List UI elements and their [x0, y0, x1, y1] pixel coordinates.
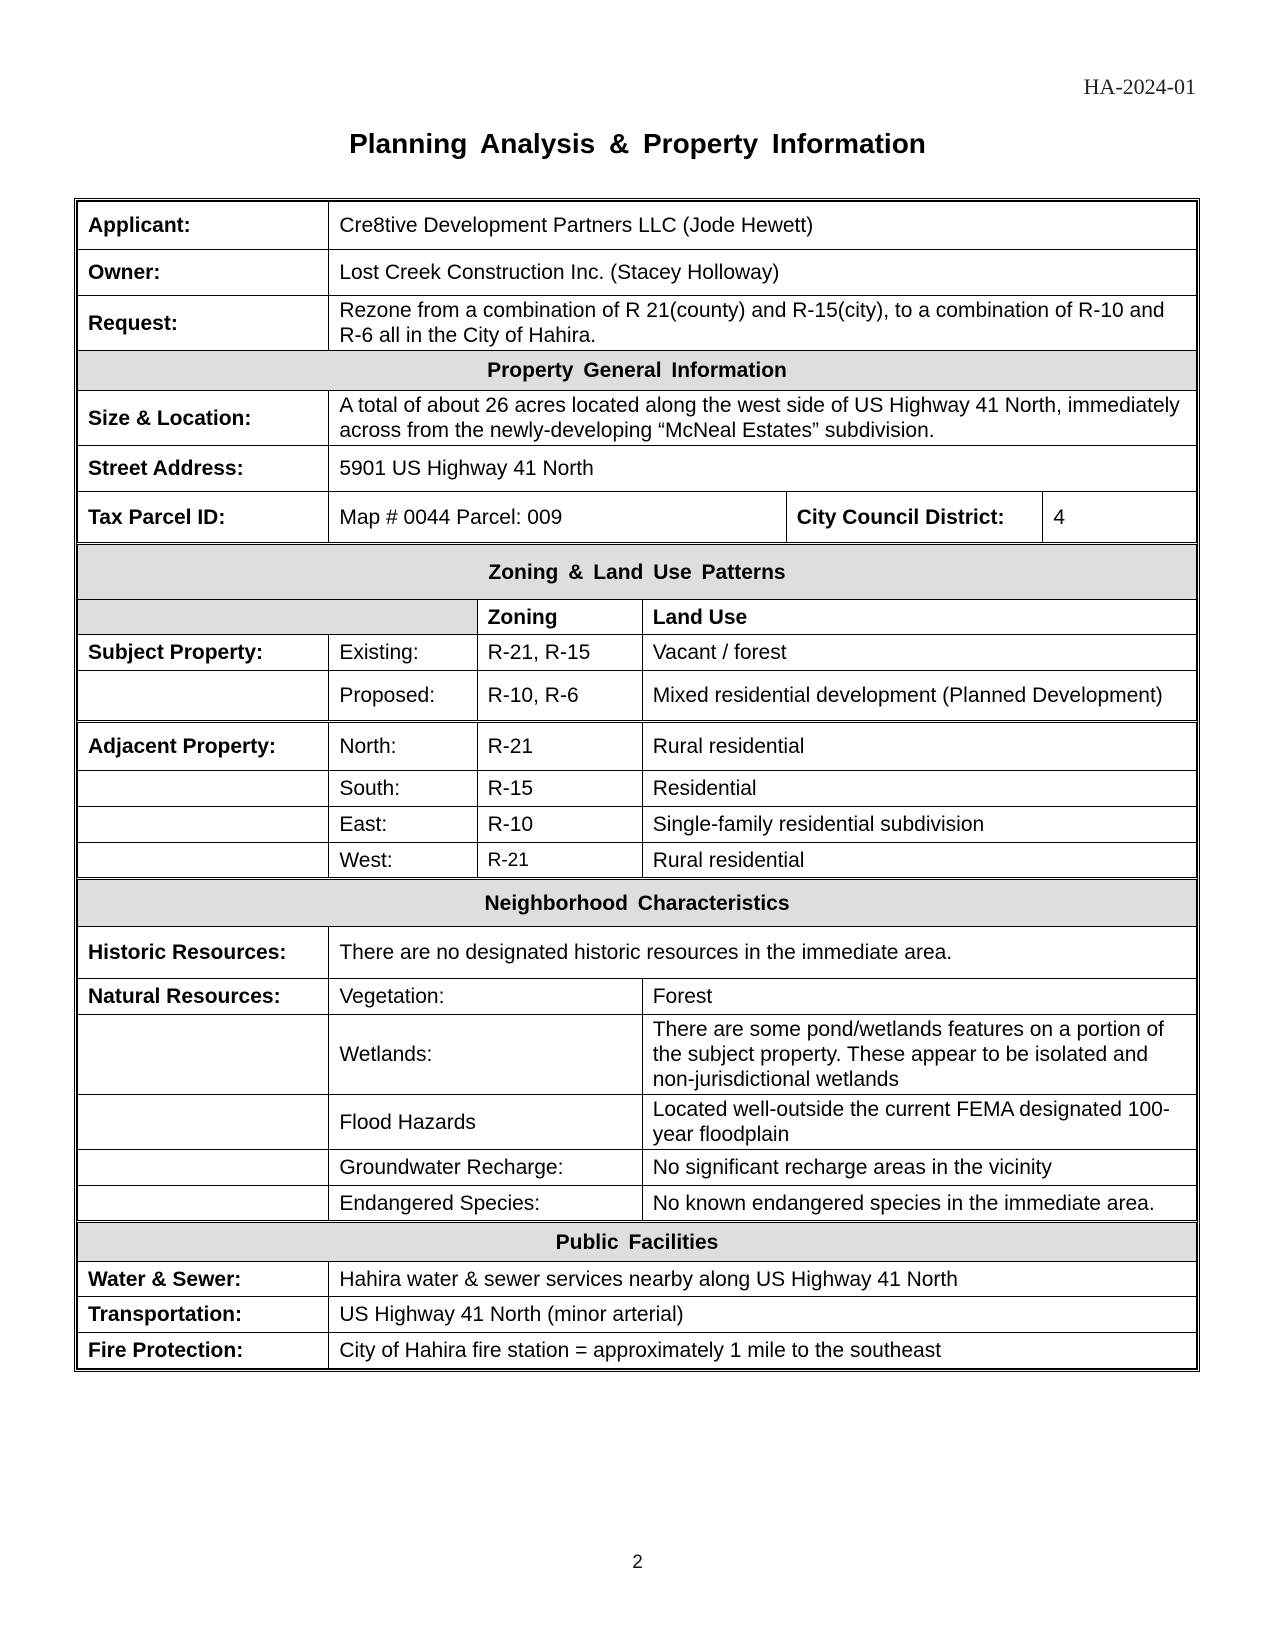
request-row [78, 296, 1197, 351]
street-address-row [78, 446, 1197, 492]
water-sewer-value: Hahira water & sewer services nearby along US Highway 41 North [329, 1262, 1197, 1297]
empty-cell [78, 1186, 329, 1222]
section-header-general: Property General Information [78, 351, 1197, 391]
subject-property-label: Subject Property: [78, 635, 329, 671]
existing-label: Existing: [329, 635, 477, 671]
section-facilities [78, 1222, 1197, 1262]
section-header-facilities: Public Facilities [78, 1222, 1197, 1262]
adjacent-east-row [78, 807, 1197, 843]
south-zoning: R-15 [477, 771, 642, 807]
council-district-value: 4 [1043, 492, 1197, 544]
flood-label: Flood Hazards [329, 1095, 642, 1150]
water-sewer-row [78, 1262, 1197, 1297]
owner-label: Owner: [78, 250, 329, 296]
fire-value: City of Hahira fire station = approximately 1 mile to the southeast [329, 1333, 1197, 1369]
size-location-value: A total of about 26 acres located along the west side of US Highway 41 North, immediately across from the newly-developing “McNeal Estates” subdivision. [329, 391, 1197, 446]
adjacent-north-row [78, 722, 1197, 771]
empty-cell [78, 1150, 329, 1186]
zoning-header-blank [78, 600, 478, 635]
tax-parcel-value: Map # 0044 Parcel: 009 [329, 492, 786, 544]
endangered-label: Endangered Species: [329, 1186, 642, 1222]
applicant-value: Cre8tive Development Partners LLC (Jode Hewett) [329, 202, 1197, 250]
fire-label: Fire Protection: [78, 1333, 329, 1369]
historic-row [78, 927, 1197, 979]
historic-value: There are no designated historic resources in the immediate area. [329, 927, 1197, 979]
proposed-label: Proposed: [329, 671, 477, 722]
groundwater-value: No significant recharge areas in the vicinity [642, 1150, 1196, 1186]
vegetation-label: Vegetation: [329, 979, 642, 1015]
street-address-label: Street Address: [78, 446, 329, 492]
wetlands-value: There are some pond/wetlands features on a portion of the subject property. These appear to be isolated and non-jurisdictional wetlands [642, 1015, 1196, 1095]
applicant-row [78, 202, 1197, 250]
empty-cell [78, 1095, 329, 1150]
flood-value: Located well-outside the current FEMA designated 100-year floodplain [642, 1095, 1196, 1150]
applicant-label: Applicant: [78, 202, 329, 250]
wetlands-row [78, 1015, 1197, 1095]
owner-value: Lost Creek Construction Inc. (Stacey Holloway) [329, 250, 1197, 296]
east-land-use: Single-family residential subdivision [642, 807, 1196, 843]
section-zoning [78, 544, 1197, 600]
size-location-row [78, 391, 1197, 446]
adjacent-south-row [78, 771, 1197, 807]
land-use-column-header: Land Use [642, 600, 1196, 635]
section-header-neighborhood: Neighborhood Characteristics [78, 879, 1197, 927]
tax-parcel-label: Tax Parcel ID: [78, 492, 329, 544]
adjacent-west-row [78, 843, 1197, 879]
north-land-use: Rural residential [642, 722, 1196, 771]
east-zoning: R-10 [477, 807, 642, 843]
west-zoning: R-21 [477, 843, 642, 879]
council-district-label: City Council District: [786, 492, 1043, 544]
water-sewer-label: Water & Sewer: [78, 1262, 329, 1297]
south-land-use: Residential [642, 771, 1196, 807]
zoning-existing-row [78, 635, 1197, 671]
page-number: 2 [632, 1552, 643, 1573]
request-value: Rezone from a combination of R 21(county) and R-15(city), to a combination of R-10 and R-6 all in the City of Hahira. [329, 296, 1197, 351]
proposed-land-use: Mixed residential development (Planned Development) [642, 671, 1196, 722]
wetlands-label: Wetlands: [329, 1015, 642, 1095]
endangered-value: No known endangered species in the immediate area. [642, 1186, 1196, 1222]
zoning-proposed-row [78, 671, 1197, 722]
section-header-zoning: Zoning & Land Use Patterns [78, 544, 1197, 600]
vegetation-row [78, 979, 1197, 1015]
zoning-column-header-row [78, 600, 1197, 635]
groundwater-label: Groundwater Recharge: [329, 1150, 642, 1186]
fire-row [78, 1333, 1197, 1369]
empty-cell [78, 1015, 329, 1095]
empty-cell [78, 843, 329, 879]
size-location-label: Size & Location: [78, 391, 329, 446]
section-general [78, 351, 1197, 391]
north-zoning: R-21 [477, 722, 642, 771]
page-title: Planning Analysis & Property Information [349, 128, 926, 159]
west-land-use: Rural residential [642, 843, 1196, 879]
transportation-value: US Highway 41 North (minor arterial) [329, 1297, 1197, 1333]
natural-resources-label: Natural Resources: [78, 979, 329, 1015]
transportation-label: Transportation: [78, 1297, 329, 1333]
transportation-row [78, 1297, 1197, 1333]
document-reference: HA-2024-01 [1083, 74, 1196, 99]
historic-label: Historic Resources: [78, 927, 329, 979]
proposed-zoning: R-10, R-6 [477, 671, 642, 722]
existing-zoning: R-21, R-15 [477, 635, 642, 671]
north-label: North: [329, 722, 477, 771]
zoning-column-header: Zoning [477, 600, 642, 635]
empty-cell [78, 807, 329, 843]
street-address-value: 5901 US Highway 41 North [329, 446, 1197, 492]
tax-parcel-row [78, 492, 1197, 544]
request-label: Request: [78, 296, 329, 351]
south-label: South: [329, 771, 477, 807]
owner-row [78, 250, 1197, 296]
adjacent-property-label: Adjacent Property: [78, 722, 329, 771]
west-label: West: [329, 843, 477, 879]
property-info-table [74, 198, 1200, 1372]
flood-row [78, 1095, 1197, 1150]
vegetation-value: Forest [642, 979, 1196, 1015]
endangered-row [78, 1186, 1197, 1222]
empty-cell [78, 771, 329, 807]
existing-land-use: Vacant / forest [642, 635, 1196, 671]
groundwater-row [78, 1150, 1197, 1186]
east-label: East: [329, 807, 477, 843]
section-neighborhood [78, 879, 1197, 927]
empty-cell [78, 671, 329, 722]
